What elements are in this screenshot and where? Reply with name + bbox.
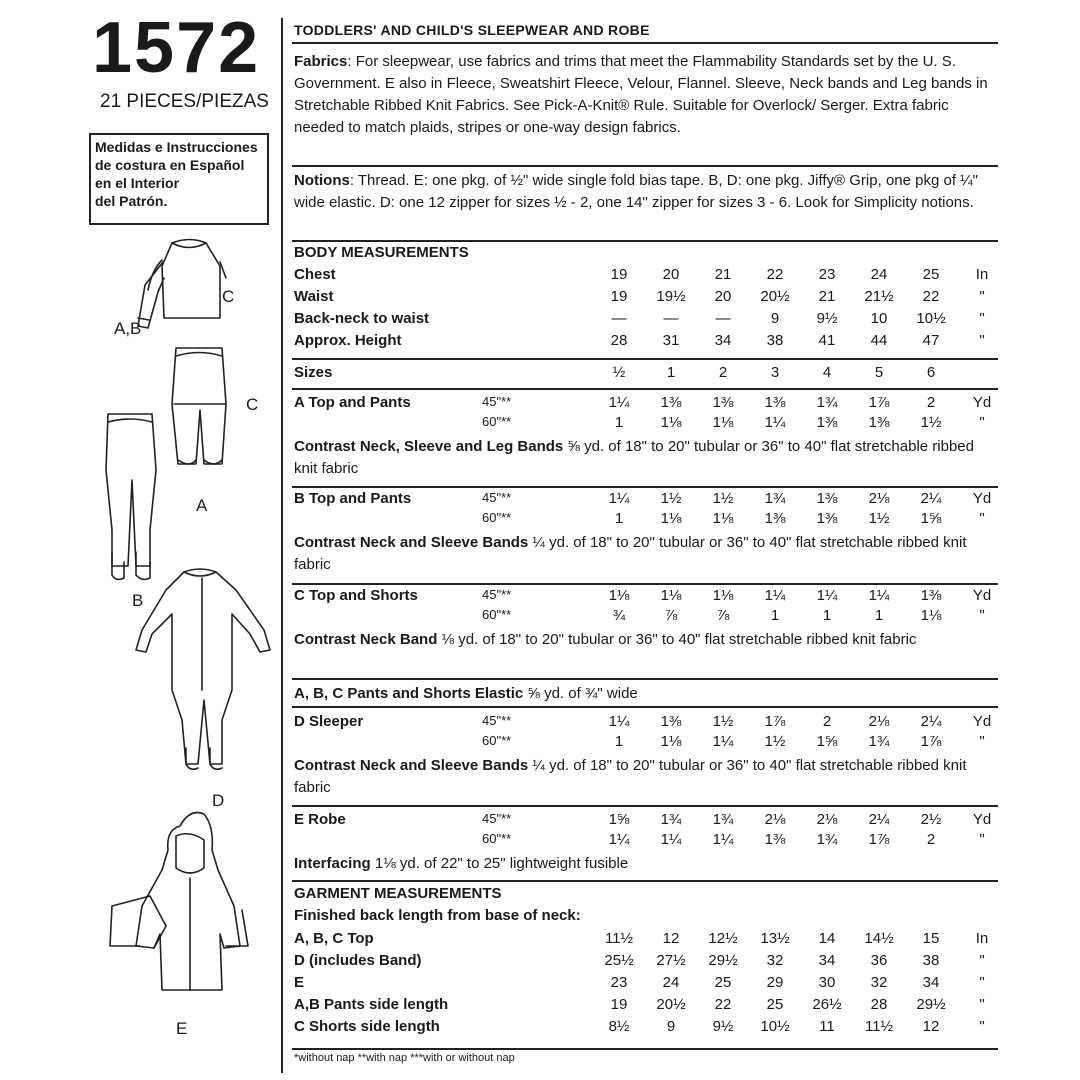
value-cell: 1¼: [868, 587, 890, 604]
value-cell: 1⅝: [920, 510, 942, 527]
spanish-line: de costura en Español: [95, 157, 245, 173]
notions-text: : Thread. E: one pkg. of ½" wide single fold bias tape. B, D: one pkg. Jiffy® Grip, one pkg of ¼" wide elastic. D: one 12 zipper for sizes ½ - 2, one 14" zipper for sizes 3 - 6. Look for Simplicity notions.: [294, 172, 978, 211]
value-cell: 1¾: [816, 831, 838, 848]
unit-cell: Yd: [972, 394, 992, 411]
value-cell: 32: [766, 952, 784, 969]
sleeper-illustration: [136, 569, 270, 769]
sizes-row: [292, 364, 1000, 386]
unit-cell: ": [979, 332, 985, 349]
value-cell: 2¼: [868, 811, 890, 828]
row-label: A,B Pants side length: [294, 996, 449, 1013]
fabric-width: 45"**: [482, 713, 512, 728]
value-cell: 20½: [656, 996, 686, 1013]
divider: [292, 805, 998, 807]
unit-cell: Yd: [972, 811, 992, 828]
value-cell: 10½: [760, 1018, 790, 1035]
value-cell: 12½: [708, 930, 738, 947]
yardage-row-60: [292, 414, 1000, 436]
view-label-a: A: [196, 496, 208, 515]
row-label: C Shorts side length: [294, 1018, 440, 1035]
row-label: Approx. Height: [294, 332, 402, 349]
value-cell: 21½: [864, 288, 894, 305]
value-cell: 23: [818, 266, 836, 283]
unit-cell: ": [979, 996, 985, 1013]
measurement-row: [292, 996, 1000, 1018]
value-cell: 31: [662, 332, 680, 349]
value-cell: 3: [770, 364, 780, 381]
divider: [292, 358, 998, 360]
value-cell: 24: [662, 974, 680, 991]
notions-label: Notions: [294, 172, 350, 189]
measurement-row: [292, 288, 1000, 310]
yardage-row-45: [292, 587, 1000, 609]
garment-measurements-heading: GARMENT MEASUREMENTS: [294, 885, 502, 902]
row-label: E Robe: [294, 811, 346, 828]
value-cell: 21: [714, 266, 732, 283]
row-label: Waist: [294, 288, 334, 305]
fabric-width: 60"**: [482, 414, 512, 429]
unit-cell: ": [979, 310, 985, 327]
value-cell: 22: [922, 288, 940, 305]
value-cell: 25: [922, 266, 940, 283]
elastic-line: [294, 683, 998, 705]
instructions-panel: [292, 0, 1000, 1080]
row-label: Back-neck to waist: [294, 310, 430, 327]
value-cell: 1½: [868, 510, 890, 527]
contrast-text: ⅛ yd. of 18" to 20" tubular or 36" to 40" flat stretchable ribbed knit fabric: [437, 631, 917, 648]
value-cell: 20½: [760, 288, 790, 305]
column-divider: [281, 18, 283, 1073]
value-cell: 15: [922, 930, 940, 947]
fabrics-label: Fabrics: [294, 53, 348, 70]
value-cell: 1⅜: [660, 394, 682, 411]
value-cell: 1½: [920, 414, 942, 431]
garment-sub-row: [292, 907, 1000, 929]
value-cell: 1⅛: [712, 587, 734, 604]
value-cell: 24: [870, 266, 888, 283]
spanish-line: Medidas e Instrucciones: [95, 139, 258, 155]
value-cell: 34: [818, 952, 836, 969]
measurement-row: [292, 332, 1000, 354]
value-cell: 1⅜: [660, 713, 682, 730]
pattern-number: 1572: [92, 8, 261, 88]
contrast-label: Contrast Neck, Sleeve and Leg Bands: [294, 438, 564, 455]
value-cell: —: [611, 310, 627, 327]
value-cell: 1: [614, 510, 624, 527]
pattern-title: TODDLERS' AND CHILD'S SLEEPWEAR AND ROBE: [294, 22, 650, 38]
row-label: Chest: [294, 266, 336, 283]
value-cell: 9½: [816, 310, 838, 327]
yardage-row-45: [292, 394, 1000, 416]
measurement-row: [292, 1018, 1000, 1040]
value-cell: ½: [612, 364, 626, 381]
value-cell: 2⅛: [764, 811, 786, 828]
value-cell: 2⅛: [868, 490, 890, 507]
value-cell: 30: [818, 974, 836, 991]
unit-cell: Yd: [972, 490, 992, 507]
value-cell: 12: [662, 930, 680, 947]
value-cell: 1: [770, 607, 780, 624]
value-cell: 10½: [916, 310, 946, 327]
value-cell: 25½: [604, 952, 634, 969]
divider: [292, 678, 998, 680]
left-panel: [0, 0, 282, 1080]
unit-cell: In: [975, 930, 989, 947]
view-label-c-pants: C: [246, 395, 259, 414]
footnote: *without nap **with nap ***with or without nap: [294, 1052, 515, 1064]
value-cell: 25: [766, 996, 784, 1013]
measurement-row: [292, 952, 1000, 974]
fabrics-section: [294, 51, 998, 139]
yardage-row-60: [292, 510, 1000, 532]
value-cell: 1⅜: [816, 510, 838, 527]
value-cell: ¾: [612, 607, 626, 624]
value-cell: 9: [666, 1018, 676, 1035]
divider: [292, 388, 998, 390]
value-cell: 19: [610, 288, 628, 305]
view-label-ab: A,B: [114, 319, 142, 338]
value-cell: 20: [662, 266, 680, 283]
value-cell: 19: [610, 266, 628, 283]
value-cell: 32: [870, 974, 888, 991]
fabric-width: 45"**: [482, 587, 512, 602]
value-cell: 1⅛: [920, 607, 942, 624]
contrast-note: [294, 629, 998, 651]
value-cell: 1⅜: [764, 394, 786, 411]
value-cell: 1¼: [608, 831, 630, 848]
divider: [292, 706, 998, 708]
contrast-text: ¼ yd. of 18" to 20" tubular or 36" to 40" flat stretchable ribbed knit fabric: [294, 534, 967, 573]
pants-a-illustration: [106, 414, 156, 579]
value-cell: 2: [822, 713, 832, 730]
garment-subheading: Finished back length from base of neck:: [294, 907, 581, 924]
value-cell: 1½: [660, 490, 682, 507]
value-cell: 2: [926, 394, 936, 411]
contrast-note: [294, 532, 998, 576]
value-cell: 1⅞: [868, 394, 890, 411]
unit-cell: ": [979, 510, 985, 527]
value-cell: 28: [870, 996, 888, 1013]
value-cell: 1⅜: [764, 831, 786, 848]
value-cell: 2¼: [920, 490, 942, 507]
value-cell: ⅞: [664, 607, 678, 624]
unit-cell: In: [975, 266, 989, 283]
value-cell: 20: [714, 288, 732, 305]
value-cell: 1⅞: [920, 733, 942, 750]
value-cell: 1¾: [868, 733, 890, 750]
value-cell: 1¼: [816, 587, 838, 604]
value-cell: 34: [714, 332, 732, 349]
value-cell: 1½: [712, 713, 734, 730]
top-illustration: [138, 240, 226, 329]
fabric-width: 60"**: [482, 831, 512, 846]
unit-cell: ": [979, 414, 985, 431]
measurement-row: [292, 310, 1000, 332]
value-cell: 38: [922, 952, 940, 969]
view-label-b: B: [132, 591, 144, 610]
value-cell: 1: [614, 414, 624, 431]
contrast-text: ¼ yd. of 18" to 20" tubular or 36" to 40" flat stretchable ribbed knit fabric: [294, 757, 967, 796]
value-cell: 1½: [712, 490, 734, 507]
value-cell: 2½: [920, 811, 942, 828]
elastic-text: ⅝ yd. of ¾" wide: [523, 685, 638, 702]
fabric-width: 45"**: [482, 811, 512, 826]
value-cell: 2⅛: [868, 713, 890, 730]
contrast-note: [294, 755, 998, 799]
robe-illustration: [110, 813, 248, 991]
value-cell: 1: [874, 607, 884, 624]
value-cell: 11: [819, 1018, 835, 1035]
value-cell: 1⅜: [920, 587, 942, 604]
row-label: A Top and Pants: [294, 394, 411, 411]
fabric-width: 45"**: [482, 394, 512, 409]
divider: [292, 1048, 998, 1050]
value-cell: 1¾: [764, 490, 786, 507]
row-label: B Top and Pants: [294, 490, 412, 507]
value-cell: 1¼: [608, 713, 630, 730]
contrast-label: Contrast Neck and Sleeve Bands: [294, 534, 529, 551]
row-label: A, B, C Top: [294, 930, 374, 947]
value-cell: 1⅜: [764, 510, 786, 527]
value-cell: 22: [766, 266, 784, 283]
value-cell: 11½: [864, 1018, 894, 1035]
value-cell: 29½: [708, 952, 738, 969]
view-label-d: D: [212, 791, 225, 810]
value-cell: 1⅛: [660, 733, 682, 750]
value-cell: 1⅞: [868, 831, 890, 848]
value-cell: 1¼: [608, 490, 630, 507]
value-cell: 1¾: [660, 811, 682, 828]
value-cell: 23: [610, 974, 628, 991]
value-cell: 1⅜: [816, 490, 838, 507]
value-cell: 1¾: [712, 811, 734, 828]
body-heading-row: [292, 244, 1000, 266]
value-cell: 9½: [712, 1018, 734, 1035]
value-cell: 29½: [916, 996, 946, 1013]
value-cell: 41: [818, 332, 836, 349]
value-cell: 14: [818, 930, 836, 947]
value-cell: 1⅞: [764, 713, 786, 730]
value-cell: 28: [610, 332, 628, 349]
row-label: D Sleeper: [294, 713, 364, 730]
row-label: D (includes Band): [294, 952, 422, 969]
measurement-row: [292, 266, 1000, 288]
divider: [292, 486, 998, 488]
contrast-label: Interfacing: [294, 855, 371, 872]
value-cell: 1⅜: [816, 414, 838, 431]
unit-cell: ": [979, 831, 985, 848]
value-cell: 1: [822, 607, 832, 624]
value-cell: 47: [922, 332, 940, 349]
value-cell: 2: [926, 831, 936, 848]
spanish-line: del Patrón.: [95, 193, 168, 209]
view-label-c-top: C: [222, 287, 235, 306]
value-cell: 1¼: [712, 831, 734, 848]
divider: [292, 165, 998, 167]
yardage-row-60: [292, 831, 1000, 853]
value-cell: 2: [718, 364, 728, 381]
value-cell: 1½: [764, 733, 786, 750]
value-cell: 1⅛: [660, 510, 682, 527]
value-cell: 1⅛: [608, 587, 630, 604]
value-cell: 36: [870, 952, 888, 969]
fabric-width: 60"**: [482, 510, 512, 525]
garment-illustrations: [0, 0, 282, 1080]
contrast-text: 1⅛ yd. of 22" to 25" lightweight fusible: [370, 855, 629, 872]
value-cell: 29: [766, 974, 784, 991]
notions-section: [294, 170, 998, 214]
value-cell: 13½: [760, 930, 790, 947]
unit-cell: ": [979, 1018, 985, 1035]
unit-cell: ": [979, 952, 985, 969]
yardage-row-45: [292, 490, 1000, 512]
value-cell: 1¼: [660, 831, 682, 848]
unit-cell: Yd: [972, 587, 992, 604]
elastic-label: A, B, C Pants and Shorts Elastic: [294, 685, 524, 702]
pieces-count: 21 PIECES/PIEZAS: [100, 91, 269, 112]
divider: [292, 240, 998, 242]
yardage-row-45: [292, 811, 1000, 833]
contrast-note: [294, 853, 998, 875]
garment-heading-row: [292, 885, 1000, 907]
value-cell: ⅞: [716, 607, 730, 624]
contrast-note: [294, 436, 998, 480]
contrast-label: Contrast Neck and Sleeve Bands: [294, 757, 529, 774]
value-cell: 1: [666, 364, 676, 381]
unit-cell: ": [979, 607, 985, 624]
body-measurements-heading: BODY MEASUREMENTS: [294, 244, 469, 261]
unit-cell: ": [979, 288, 985, 305]
pants-c-illustration: [172, 348, 226, 464]
measurement-row: [292, 974, 1000, 996]
value-cell: 1⅛: [712, 414, 734, 431]
value-cell: —: [715, 310, 731, 327]
value-cell: 1¾: [816, 394, 838, 411]
value-cell: 2¼: [920, 713, 942, 730]
value-cell: 34: [922, 974, 940, 991]
yardage-row-60: [292, 733, 1000, 755]
value-cell: 1⅜: [712, 394, 734, 411]
value-cell: 5: [874, 364, 884, 381]
divider: [292, 880, 998, 882]
value-cell: 44: [870, 332, 888, 349]
value-cell: 19½: [656, 288, 686, 305]
value-cell: 1¼: [764, 587, 786, 604]
row-label: C Top and Shorts: [294, 587, 418, 604]
value-cell: 14½: [864, 930, 894, 947]
value-cell: 12: [922, 1018, 940, 1035]
fabrics-text: : For sleepwear, use fabrics and trims that meet the Flammability Standards set by the U. S. Government. E also in Fleece, Sweatshirt Fleece, Velour, Flannel. Sleeve, Neck bands and Leg bands in Stretchable Ribbed Knit Fabrics. See Pick-A-Knit® Rule. Suitable for Overlock/ Serger. Extra fabric needed to match plaids, stripes or one-way design fabrics.: [294, 53, 988, 136]
value-cell: 2⅛: [816, 811, 838, 828]
value-cell: 8½: [608, 1018, 630, 1035]
fabric-width: 60"**: [482, 607, 512, 622]
unit-cell: ": [979, 974, 985, 991]
value-cell: 1⅛: [712, 510, 734, 527]
contrast-text: ⅝ yd. of 18" to 20" tubular or 36" to 40" flat stretchable ribbed knit fabric: [294, 438, 974, 477]
value-cell: 11½: [604, 930, 634, 947]
value-cell: 1⅜: [868, 414, 890, 431]
divider: [292, 42, 998, 44]
spanish-line: en el Interior: [95, 175, 180, 191]
value-cell: 1: [614, 733, 624, 750]
unit-cell: ": [979, 733, 985, 750]
row-label: E: [294, 974, 305, 991]
value-cell: —: [663, 310, 679, 327]
value-cell: 1¼: [608, 394, 630, 411]
value-cell: 6: [926, 364, 936, 381]
value-cell: 19: [610, 996, 628, 1013]
contrast-label: Contrast Neck Band: [294, 631, 438, 648]
sizes-label: Sizes: [294, 364, 333, 381]
value-cell: 1⅝: [608, 811, 630, 828]
view-label-e: E: [176, 1019, 188, 1038]
value-cell: 4: [822, 364, 832, 381]
value-cell: 1¼: [712, 733, 734, 750]
value-cell: 26½: [812, 996, 842, 1013]
value-cell: 1¼: [764, 414, 786, 431]
value-cell: 1⅛: [660, 414, 682, 431]
value-cell: 25: [714, 974, 732, 991]
value-cell: 38: [766, 332, 784, 349]
divider: [292, 583, 998, 585]
yardage-row-60: [292, 607, 1000, 629]
fabric-width: 60"**: [482, 733, 512, 748]
value-cell: 21: [818, 288, 836, 305]
value-cell: 1⅛: [660, 587, 682, 604]
yardage-row-45: [292, 713, 1000, 735]
measurement-row: [292, 930, 1000, 952]
unit-cell: Yd: [972, 713, 992, 730]
value-cell: 9: [770, 310, 780, 327]
value-cell: 27½: [656, 952, 686, 969]
fabric-width: 45"**: [482, 490, 512, 505]
value-cell: 22: [714, 996, 732, 1013]
value-cell: 1⅝: [816, 733, 838, 750]
value-cell: 10: [870, 310, 888, 327]
